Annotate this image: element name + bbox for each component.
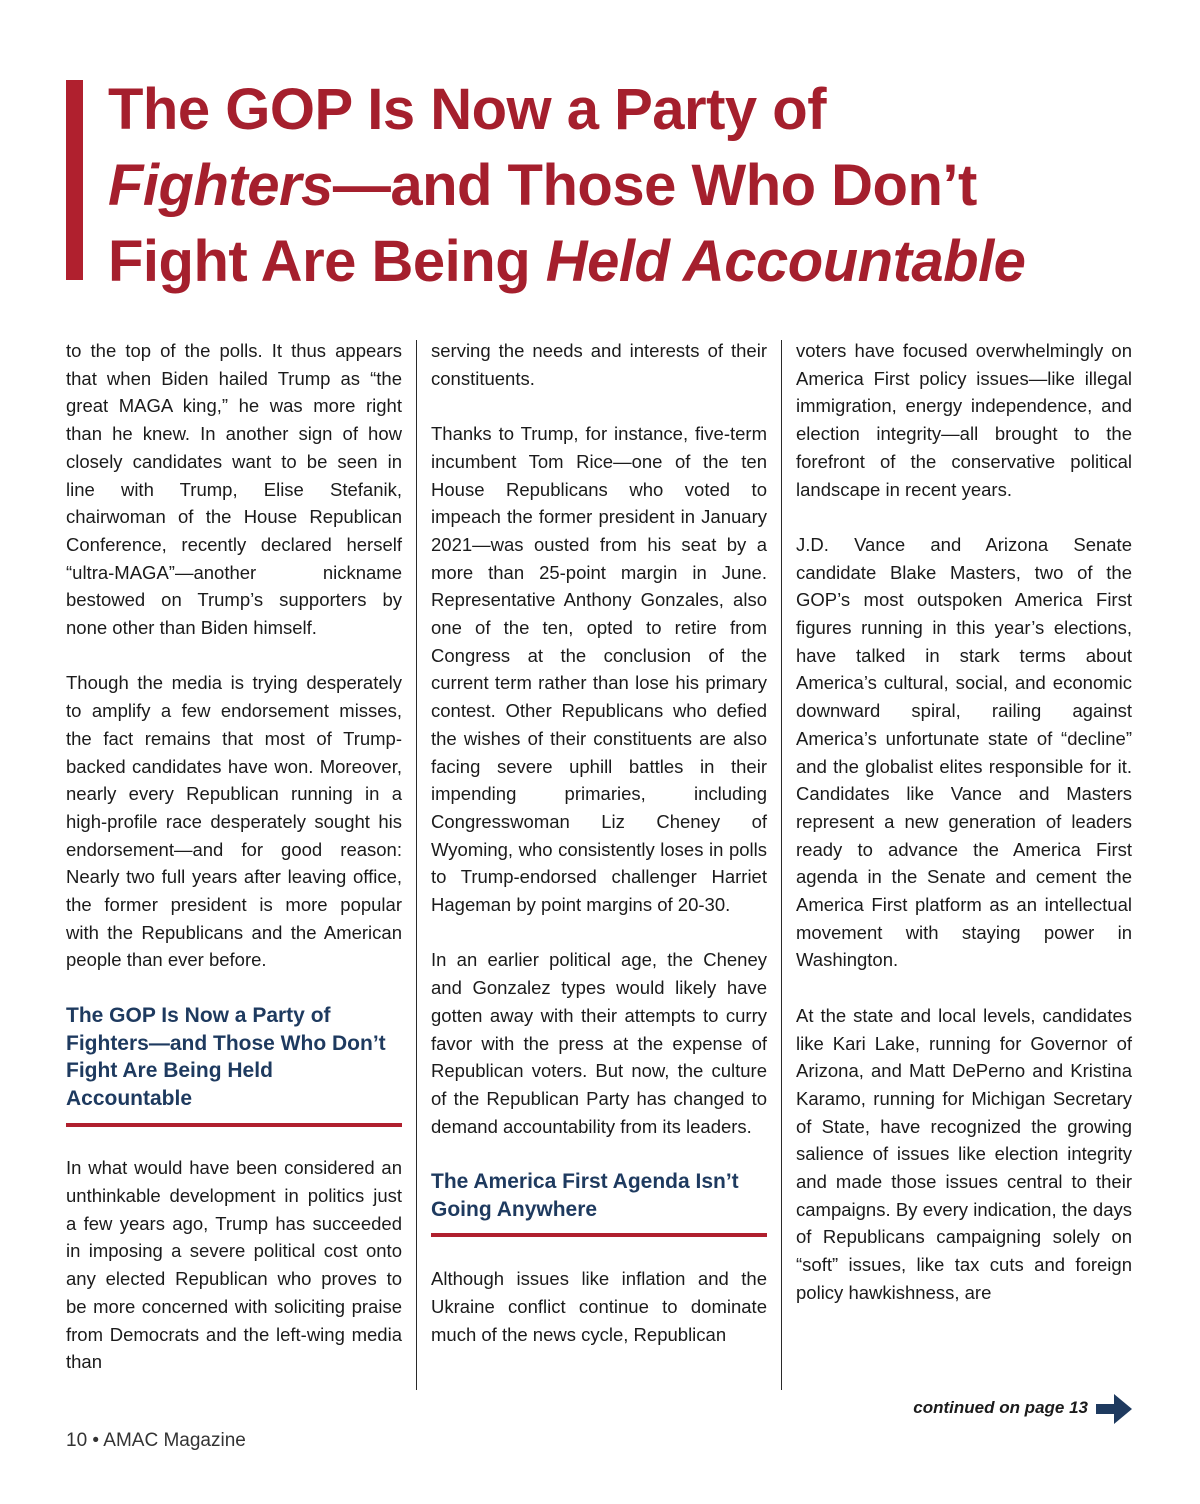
article-title [108,72,1178,300]
title-accent-bar [66,80,83,280]
paragraph: voters have focused overwhelmingly on America First policy issues—like illegal immigration, energy independence, and election integrity—all brought to the forefront of the conservative political landscape in recent years. [796,340,1132,500]
title-line-2-rest: —and Those Who Don’t [332,153,977,218]
paragraph: serving the needs and interests of their constituents. [431,340,767,389]
continued-link[interactable]: continued on page 13 [913,1398,1088,1417]
article-column-2 [431,337,767,1376]
article-column-1 [66,337,402,1404]
arrow-right-icon[interactable] [1096,1392,1134,1426]
paragraph: Although issues like inflation and the Ukraine conflict continue to dominate much of the news cycle, Republican [431,1268,767,1345]
paragraph: In what would have been considered an unthinkable development in politics just a few years ago, Trump has succeeded in imposing a severe political cost onto any elected Republican who proves to be more concerned with soliciting praise from Democrats and the left-wing media than [66,1157,402,1373]
paragraph: Thanks to Trump, for instance, five-term incumbent Tom Rice—one of the ten House Republicans who voted to impeach the former president in January 2021—was ousted from his seat by a more than 25-point margin in June. Representative Anthony Gonzales, also one of the ten, opted to retire from Congress at the conclusion of the current term rather than lose his primary contest. Other Republicans who defied the wishes of their constituents are also facing severe uphill battles in their impending primaries, including Congresswoman Liz Cheney of Wyoming, who consistently loses in polls to Trump-endorsed challenger Harriet Hageman by point margins of 20-30. [431,423,767,916]
article-column-3 [796,337,1132,1334]
page-footer: 10 • AMAC Magazine [66,1430,246,1451]
column-divider-2 [781,340,782,1390]
section-subhead: The America First Agenda Isn’t Going Anywhere [431,1168,767,1237]
paragraph: to the top of the polls. It thus appears that when Biden hailed Trump as “the great MAGA king,” he was more right than he knew. In another sign of how closely candidates want to be seen in line with Trump, Elise Stefanik, chairwoman of the House Republican Conference, recently declared herself “ultra-MAGA”—another nickname bestowed on Trump’s supporters by none other than Biden himself. [66,340,402,639]
title-line-3-start: Fight Are Being [108,229,546,294]
paragraph: At the state and local levels, candidates like Kari Lake, running for Governor of Arizona, and Matt DePerno and Kristina Karamo, running for Michigan Secretary of State, have recognized the growing salience of issues like election integrity and made those issues central to their campaigns. By every indication, the days of Republicans campaigning solely on “soft” issues, like tax cuts and foreign policy hawkishness, are [796,1004,1132,1303]
paragraph: J.D. Vance and Arizona Senate candidate Blake Masters, two of the GOP’s most outspoken America First figures running in this year’s elections, have talked in stark terms about America’s cultural, social, and economic downward spiral, railing against America’s unfortunate state of “decline” and the globalist elites responsible for it. Candidates like Vance and Masters represent a new generation of leaders ready to advance the America First agenda in the Senate and cement the America First platform as an intellectual movement with staying power in Washington. [796,533,1132,971]
column-divider-1 [416,340,417,1390]
title-italic-held-accountable: Held Accountable [545,229,1026,294]
paragraph: In an earlier political age, the Cheney and Gonzalez types would likely have gotten away with their attempts to curry favor with the press at the expense of Republican voters. But now, the culture of the Republican Party has changed to demand accountability from its leaders. [431,949,767,1137]
paragraph: Though the media is trying desperately to amplify a few endorsement misses, the fact remains that most of Trump-backed candidates have won. Moreover, nearly every Republican running in a high-profile race desperately sought his endorsement—and for good reason: Nearly two full years after leaving office, the former president is more popular with the Republicans and the American people than ever before. [66,672,402,971]
section-subhead: The GOP Is Now a Party of Fighters—and Those Who Don’t Fight Are Being Held Accountable [66,1002,402,1127]
title-line-1: The GOP Is Now a Party of [108,77,827,142]
title-italic-fighters: Fighters [108,153,333,218]
